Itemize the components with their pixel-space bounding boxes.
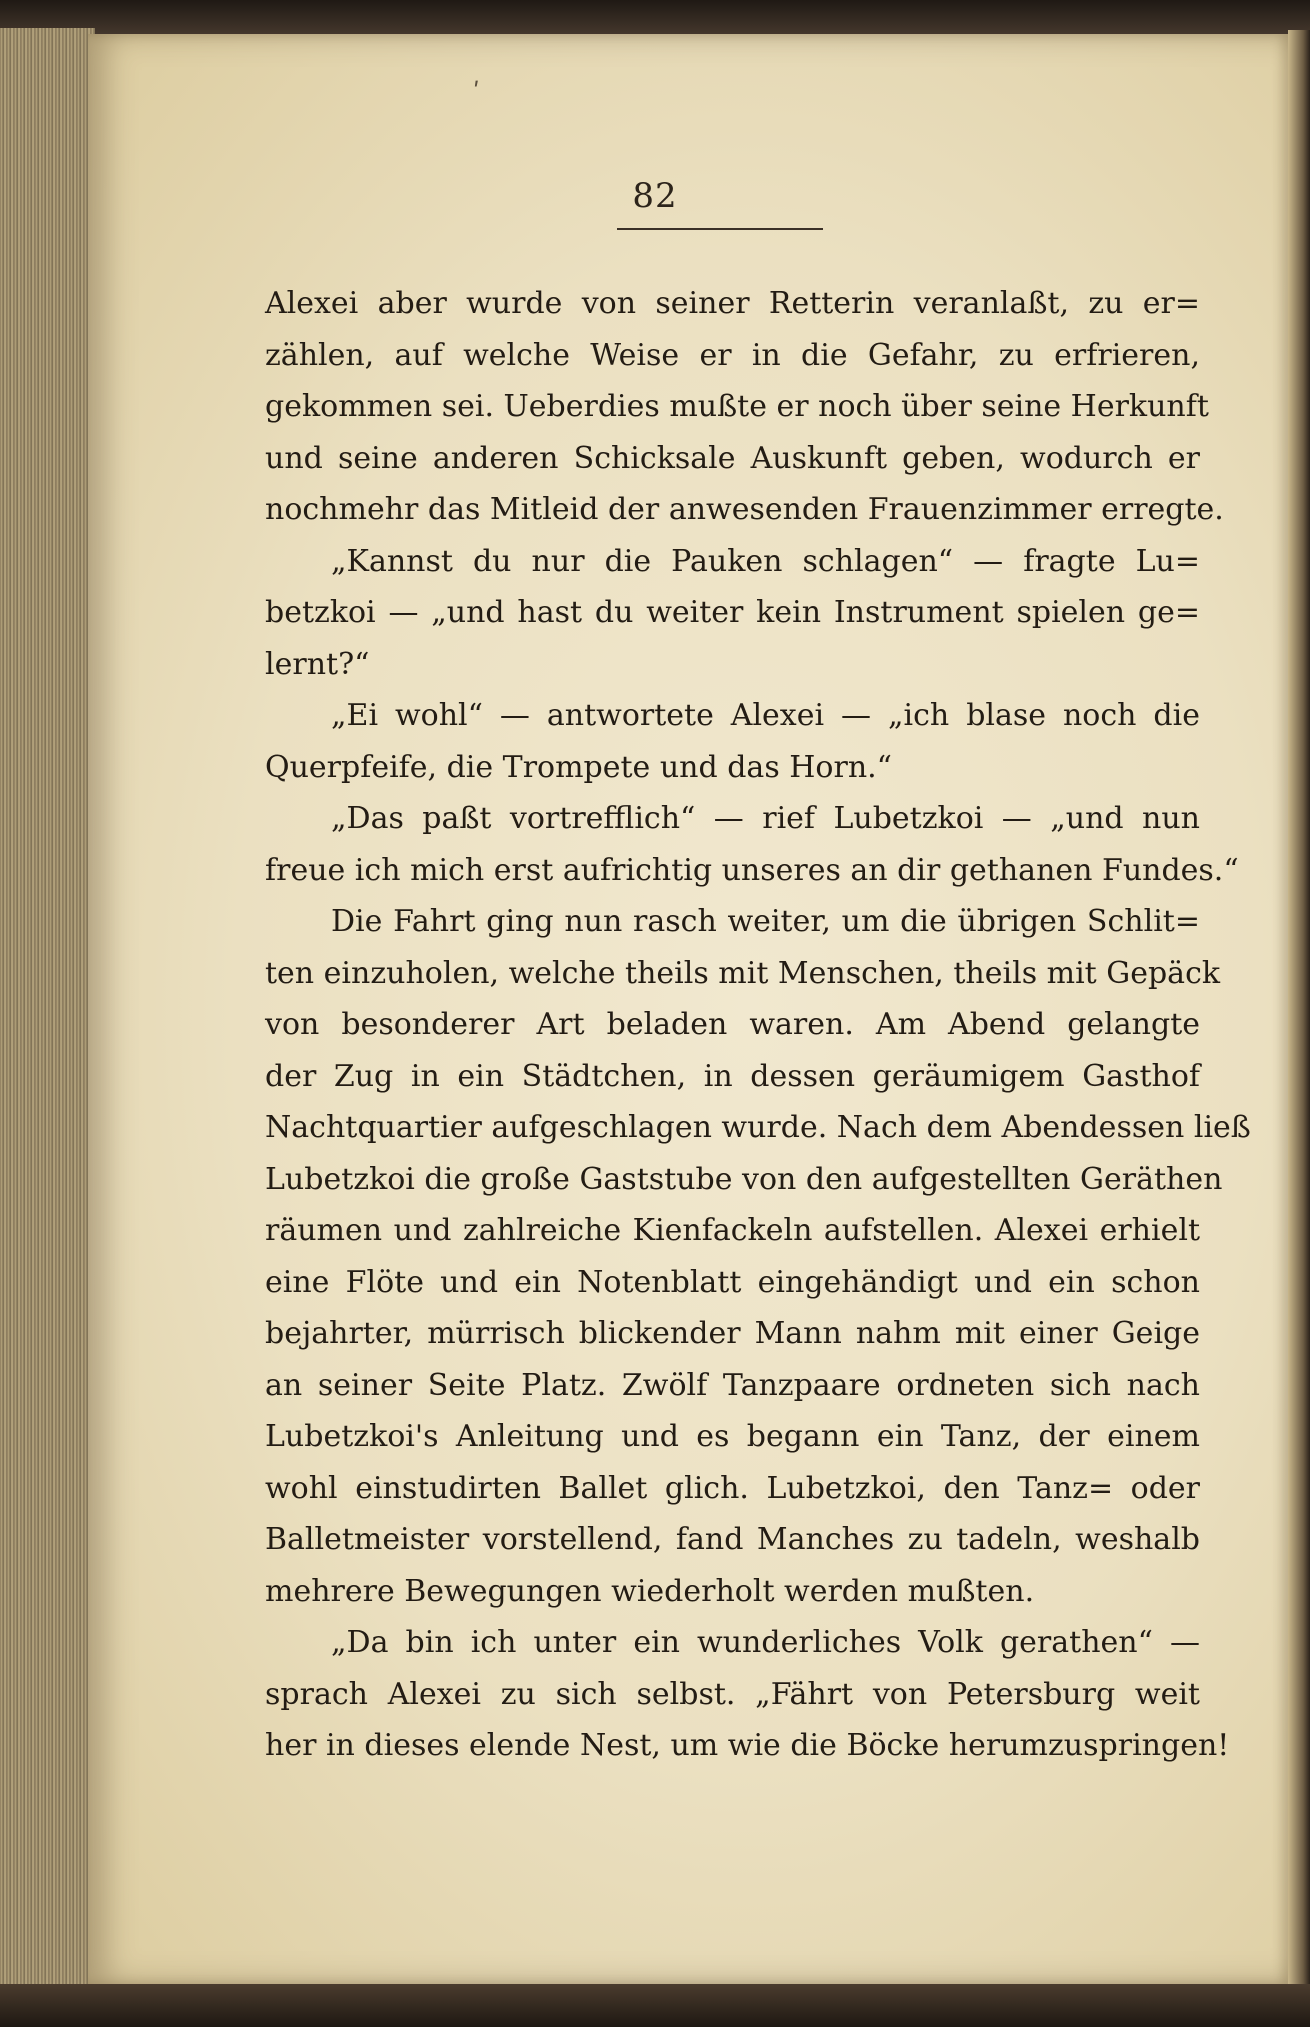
text-line: Balletmeister vorstellend, fand Manches zu tadeln, weshalb	[265, 1522, 1200, 1557]
text-line: eine Flöte und ein Notenblatt eingehändigt und ein schon	[265, 1264, 1200, 1300]
text-line: mehrere Bewegungen wiederholt werden mußten.	[265, 1573, 1035, 1609]
text-line: Nachtquartier aufgeschlagen wurde. Nach dem Abendessen ließ	[265, 1110, 1251, 1145]
text-line: Alexei aber wurde von seiner Retterin veranlaßt, zu er=	[265, 286, 1200, 321]
text-line: nochmehr das Mitleid der anwesenden Frauenzimmer erregte.	[265, 492, 1224, 527]
text-line: bejahrter, mürrisch blickender Mann nahm mit einer Geige	[265, 1316, 1200, 1351]
ink-speck: ʹ	[473, 78, 480, 106]
text-line: Lubetzkoi's Anleitung und es begann ein Tanz, der einem	[265, 1419, 1200, 1454]
text-line: Die Fahrt ging nun rasch weiter, um die übrigen Schlit=	[331, 904, 1200, 939]
text-line: freue ich mich erst aufrichtig unseres an dir gethanen Fundes.“	[265, 852, 1239, 888]
text-line: von besonderer Art beladen waren. Am Abend gelangte	[265, 1007, 1200, 1042]
text-line: räumen und zahlreiche Kienfackeln aufstellen. Alexei erhielt	[265, 1213, 1200, 1248]
text-line: „Kannst du nur die Pauken schlagen“ — fragte Lu=	[331, 543, 1200, 579]
page-number: 82	[632, 176, 678, 216]
page-edges	[0, 28, 95, 1988]
text-line: Lubetzkoi die große Gaststube von den aufgestellten Geräthen	[265, 1161, 1223, 1197]
text-line: wohl einstudirten Ballet glich. Lubetzkoi, den Tanz= oder	[265, 1470, 1200, 1506]
right-book-edge	[1288, 30, 1310, 1990]
book-bottom-edge	[0, 1984, 1310, 2027]
body-text	[265, 278, 1251, 1772]
text-line: ten einzuholen, welche theils mit Menschen, theils mit Gepäck	[265, 955, 1221, 991]
text-line: der Zug in ein Städtchen, in dessen geräumigem Gasthof	[265, 1058, 1200, 1094]
text-line: zählen, auf welche Weise er in die Gefahr, zu erfrieren,	[265, 337, 1200, 373]
text-line: „Das paßt vortrefflich“ — rief Lubetzkoi — „und nun	[331, 801, 1200, 836]
text-line: und seine anderen Schicksale Auskunft geben, wodurch er	[265, 440, 1200, 476]
text-line: betzkoi — „und hast du weiter kein Instrument spielen ge=	[265, 595, 1200, 630]
header-rule	[617, 228, 823, 230]
text-line: „Da bin ich unter ein wunderliches Volk gerathen“ —	[331, 1625, 1200, 1660]
text-line: lernt?“	[265, 646, 370, 682]
text-line: Querpfeife, die Trompete und das Horn.“	[265, 749, 893, 785]
text-line: gekommen sei. Ueberdies mußte er noch über seine Herkunft	[265, 389, 1209, 424]
text-line: sprach Alexei zu sich selbst. „Fährt von Petersburg weit	[265, 1676, 1200, 1712]
text-line: an seiner Seite Platz. Zwölf Tanzpaare ordneten sich nach	[265, 1367, 1200, 1403]
text-line: her in dieses elende Nest, um wie die Böcke herumzuspringen!	[265, 1728, 1230, 1763]
text-line: „Ei wohl“ — antwortete Alexei — „ich blase noch die	[331, 698, 1200, 733]
